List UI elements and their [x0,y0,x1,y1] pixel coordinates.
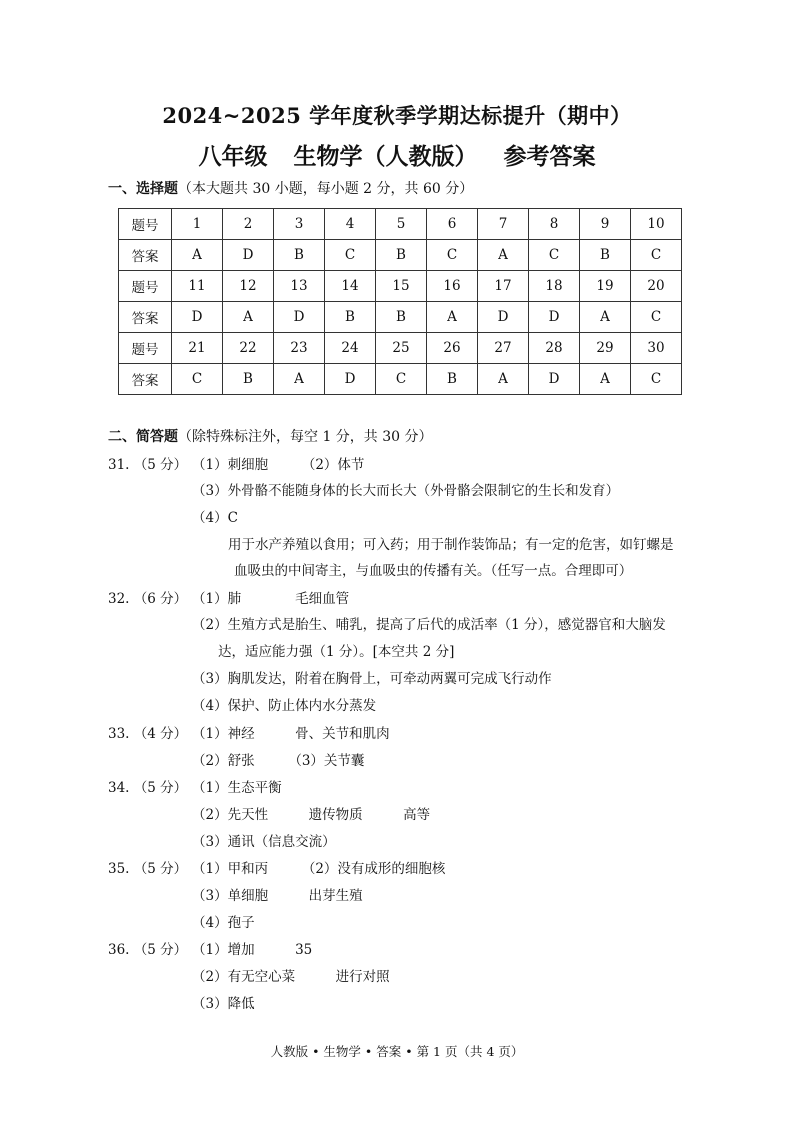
table-cell: 3 [274,209,325,240]
q36-line-1: （1）增加 35 [192,942,313,958]
table-cell: 23 [274,333,325,364]
row-header-cell: 题号 [119,209,172,240]
table-cell: B [580,240,631,271]
table-cell: B [223,364,274,395]
table-row [119,333,682,364]
q32-line-2: （2）生殖方式是胎生、哺乳，提高了后代的成活率（1 分），感觉器官和大脑发 [192,617,666,633]
table-cell: D [223,240,274,271]
q32-line-4: （3）胸肌发达，附着在胸骨上，可牵动两翼可完成飞行动作 [192,671,552,687]
table-cell: A [274,364,325,395]
table-cell: A [580,302,631,333]
table-cell: A [223,302,274,333]
q34-label: 34. （5 分） [108,780,188,796]
q31-line-5: 血吸虫的中间寄主，与血吸虫的传播有关。（任写一点。合理即可） [234,563,633,579]
page-subtitle [0,138,794,171]
table-cell: A [427,302,478,333]
q31-line-3: （4）C [192,510,238,526]
table-cell: 29 [580,333,631,364]
table-cell: B [325,302,376,333]
grade-label: 八年级 [198,143,268,170]
table-cell: C [529,240,580,271]
table-cell: 28 [529,333,580,364]
table-row [119,364,682,395]
q33-label: 33. （4 分） [108,726,188,742]
table-cell: A [580,364,631,395]
table-cell: D [325,364,376,395]
table-cell: 21 [172,333,223,364]
q31-line-1: （1）刺细胞 （2）体节 [192,457,365,473]
section-note: （本大题共 30 小题，每小题 2 分，共 60 分） [178,181,474,197]
q36-line-2: （2）有无空心菜 进行对照 [192,969,390,985]
table-cell: 7 [478,209,529,240]
table-cell: 18 [529,271,580,302]
table-row [119,271,682,302]
table-cell: A [478,240,529,271]
table-cell: 15 [376,271,427,302]
table-cell: C [172,364,223,395]
q35-line-1: （1）甲和丙 （2）没有成形的细胞核 [192,861,446,877]
q33-line-1: （1）神经 骨、关节和肌肉 [192,726,390,742]
table-cell: 12 [223,271,274,302]
table-cell: 17 [478,271,529,302]
table-cell: 26 [427,333,478,364]
table-cell: 24 [325,333,376,364]
table-cell: D [529,364,580,395]
table-cell: 10 [631,209,682,240]
section-number: 二、 [108,429,136,445]
row-header-cell: 题号 [119,333,172,364]
table-cell: 27 [478,333,529,364]
table-cell: B [376,240,427,271]
q35-label: 35. （5 分） [108,861,188,877]
table-cell: D [529,302,580,333]
section-choice-heading [108,178,473,198]
row-header-cell: 答案 [119,364,172,395]
section-note: （除特殊标注外，每空 1 分，共 30 分） [178,429,433,445]
table-cell: A [172,240,223,271]
table-cell: 14 [325,271,376,302]
table-cell: D [172,302,223,333]
page-footer: 人教版 • 生物学 • 答案 • 第 1 页（共 4 页） [270,1044,524,1059]
table-row [119,209,682,240]
table-cell: C [631,302,682,333]
table-cell: 2 [223,209,274,240]
table-cell: C [325,240,376,271]
q32-label: 32. （6 分） [108,591,188,607]
table-cell: 5 [376,209,427,240]
page-title: 2024~2025 学年度秋季学期达标提升（期中） [162,103,632,128]
q35-line-3: （4）孢子 [192,915,255,931]
table-cell: 4 [325,209,376,240]
table-cell: 1 [172,209,223,240]
table-cell: C [427,240,478,271]
q35-line-2: （3）单细胞 出芽生殖 [192,888,363,904]
table-cell: B [274,240,325,271]
row-header-cell: 答案 [119,240,172,271]
table-cell: C [376,364,427,395]
table-cell: 9 [580,209,631,240]
q34-line-2: （2）先天性 遗传物质 高等 [192,807,431,823]
q31-label: 31. （5 分） [108,457,188,473]
table-cell: C [631,240,682,271]
row-header-cell: 答案 [119,302,172,333]
table-cell: 30 [631,333,682,364]
q31-line-2: （3）外骨骼不能随身体的长大而长大（外骨骼会限制它的生长和发育） [192,483,620,499]
table-cell: B [376,302,427,333]
table-cell: D [478,302,529,333]
table-cell: D [274,302,325,333]
q34-line-1: （1）生态平衡 [192,780,282,796]
q33-line-2: （2）舒张 （3）关节囊 [192,753,365,769]
q36-label: 36. （5 分） [108,942,188,958]
answer-key-label: 参考答案 [503,143,596,170]
q32-line-5: （4）保护、防止体内水分蒸发 [192,698,377,714]
q31-line-4: 用于水产养殖以食用；可入药；用于制作装饰品；有一定的危害，如钉螺是 [228,537,674,553]
table-cell: 16 [427,271,478,302]
table-cell: 20 [631,271,682,302]
table-cell: C [631,364,682,395]
section-short-answer-heading [108,426,433,446]
table-row [119,240,682,271]
answer-table [118,208,682,395]
q32-line-1: （1）肺 毛细血管 [192,591,350,607]
table-cell: A [478,364,529,395]
section-name: 简答题 [136,429,178,445]
table-cell: 19 [580,271,631,302]
table-cell: 22 [223,333,274,364]
section-name: 选择题 [136,181,178,197]
table-cell: 6 [427,209,478,240]
table-row [119,302,682,333]
q36-line-3: （3）降低 [192,996,255,1012]
q32-line-3: 达，适应能力强（1 分）。[本空共 2 分] [218,644,455,660]
table-cell: 8 [529,209,580,240]
q34-line-3: （3）通讯（信息交流） [192,834,336,850]
table-cell: 25 [376,333,427,364]
table-cell: B [427,364,478,395]
row-header-cell: 题号 [119,271,172,302]
table-cell: 13 [274,271,325,302]
subject-label: 生物学（人教版） [293,143,478,170]
section-number: 一、 [108,181,136,197]
table-cell: 11 [172,271,223,302]
